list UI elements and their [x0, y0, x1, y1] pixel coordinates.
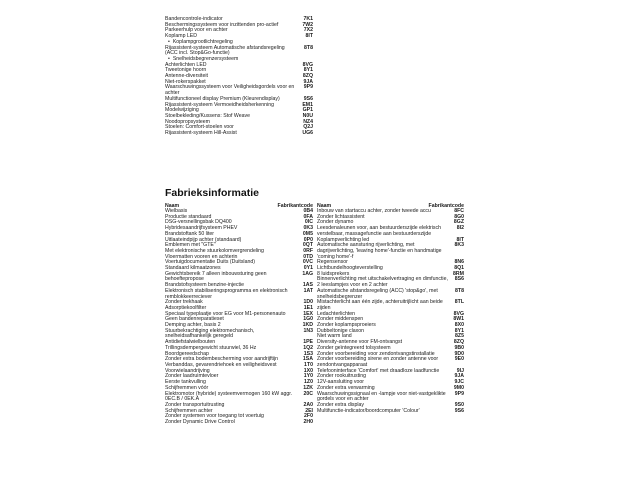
item-name: Trillingsdempergewicht stuurwiel, 36 Hz	[165, 344, 257, 351]
item-code: 1S3	[303, 350, 313, 357]
item-code: 1T0	[304, 361, 313, 368]
item-name: Brandstoftank 50 liter	[165, 230, 215, 237]
header-code: Fabrikantcode	[277, 203, 313, 209]
item-code: 1Z0	[304, 379, 313, 386]
item-name: Rijassistent-systeem Hill-Assist	[165, 130, 237, 137]
section-title: Fabrieksinformatie	[165, 187, 259, 199]
item-code: 8Y1	[454, 327, 464, 334]
item-code: 9E0	[454, 356, 464, 363]
item-name: Geen bandenreparatieset	[165, 316, 224, 323]
item-code: 9IJ	[456, 367, 464, 374]
item-code: 8Q1	[454, 265, 464, 272]
item-code: 0QT	[302, 242, 313, 249]
left-column	[165, 203, 313, 426]
item-code: 8IT	[456, 236, 464, 243]
item-name: Zonder transportuitrusting	[165, 401, 225, 408]
item-code: 1AG	[302, 270, 313, 277]
list-item	[317, 300, 464, 311]
header-name: Naam	[165, 203, 180, 209]
item-name: Automatische afstandsregeling (ACC) 'stop&go', met snelheidsbegrenzer	[317, 287, 438, 300]
item-code: 1AT	[303, 287, 313, 294]
item-name: Wielbasis	[165, 208, 188, 214]
item-name: Met elektronische stuurkolomvergrendeling	[165, 247, 264, 254]
item-name: Achterlichten LED	[165, 61, 207, 68]
list-item	[317, 409, 464, 415]
item-code: 8S6	[454, 276, 464, 283]
item-name: Boordgereedschap	[165, 350, 209, 357]
item-name: Elektronisch stabiliseringsprogramma en elektronisch remblokkeerreciever	[165, 287, 288, 300]
item-name: Ledachterlichten	[317, 310, 356, 317]
item-name: Schijfremmen achter	[165, 407, 213, 414]
item-name: Productie standaard	[165, 213, 212, 220]
item-name: Koplampverlichting led	[317, 236, 370, 243]
item-code: 20C	[303, 390, 313, 397]
item-name: • Snelheidsbegrenzersysteem	[165, 57, 313, 63]
item-name: Inbouw van startaccu achter, zonder tweede accu	[317, 208, 431, 214]
item-code: 1KD	[302, 322, 313, 329]
item-name: Zonder systemen voor toegang tot voertuig	[165, 413, 264, 420]
item-name: Mistachterlicht aan één zijde, achteruitrijlicht aan beide zijden	[317, 299, 443, 311]
item-code: Q2J	[303, 124, 313, 131]
item-name: Zonder voorbereiding voor zendontvangstinstallatie	[317, 350, 435, 357]
item-code: 0IC	[304, 219, 313, 226]
item-name: Demping achter, basis 2	[165, 322, 221, 329]
item-code: UG6	[302, 130, 313, 137]
item-code: 0B4	[303, 208, 313, 214]
header-name: Naam	[317, 203, 332, 209]
item-name: Elektromotor (hybride) systeemvermogen 160 kW aggr. 0EC.B / 0EK.A	[165, 390, 293, 403]
item-code: 8GZ	[453, 219, 464, 226]
item-code: 1G0	[303, 316, 313, 323]
item-code: 9P9	[454, 390, 464, 397]
item-name: Vloermatten vooren en achterin	[165, 253, 238, 260]
item-name: Gewichtsbereik 7 alleen inbouwsturing geen behoeftepropose	[165, 270, 267, 283]
item-code: 0VC	[302, 259, 313, 266]
item-name: Uitlaateindpijp achter (standaard)	[165, 236, 242, 243]
item-code: 8T8	[455, 287, 464, 294]
item-code: 8TL	[454, 299, 464, 306]
item-name: Adsorptiekoolfilter	[165, 304, 207, 311]
item-code: 7K1	[303, 16, 313, 22]
item-code: 8I2	[456, 225, 464, 232]
item-name: Zonder koplampsproeiers	[317, 322, 376, 329]
item-code: 1EX	[303, 310, 313, 317]
item-name: Dubbeltonige claxon	[317, 327, 365, 334]
item-name: Zonder geïntegreerd tolsysteem	[317, 344, 391, 351]
list-item	[165, 420, 313, 426]
item-name: Rijassistent-systeem Automatische afstandsregeling (ACC incl. Stop&Go-functie)	[165, 44, 285, 57]
item-code: 0P0	[303, 236, 313, 243]
item-code: 1E1	[303, 304, 313, 311]
item-name: Waarschuwingssignaal en -lampje voor niet-vastgeklikte gordels voor en achter	[317, 390, 446, 403]
item-code: 1ZK	[303, 384, 313, 391]
header-code: Fabrikantcode	[428, 203, 464, 209]
item-name: Modelwijziging	[165, 107, 199, 114]
item-code: 8VG	[453, 310, 464, 317]
item-name: Zonder extra display	[317, 401, 364, 408]
item-code: 0RF	[303, 247, 313, 254]
item-code: 1AS	[302, 282, 313, 289]
item-name: Zonder rookuitrusting	[317, 373, 367, 380]
item-name: Beschermingssysteem voor inzittenden pro-actief	[165, 21, 279, 28]
item-name: Koplamp LED	[165, 33, 198, 40]
item-name: Zonder Dynamic Drive Control	[165, 419, 235, 426]
item-name: Niet warm land	[317, 333, 352, 340]
item-code: 8W1	[453, 316, 464, 323]
item-code: 9S6	[303, 95, 313, 102]
item-name: Zonder voorbereiding sirene en zonder antenne voor zendontvangapparaat	[317, 356, 439, 368]
item-name: Noodopropsysteem	[165, 118, 210, 125]
item-name: Zonder laadruimtevloer	[165, 373, 219, 380]
item-name: Tweetonige hoorn	[165, 67, 207, 74]
item-name: Standaard kilmaatzones	[165, 265, 221, 272]
item-code: 9JC	[454, 379, 464, 386]
item-code: 8T8	[304, 44, 313, 51]
item-code: 9S6	[454, 407, 464, 414]
item-name: Multifunctioneel display Premium (Kleurendisplay)	[165, 95, 280, 102]
item-name: Stuurbekrachtiging elektromechanisch, snelheidsafhankelijk geregeld	[165, 327, 255, 340]
item-code: 8N6	[454, 259, 464, 266]
item-code: 1SA	[302, 356, 313, 363]
item-name: Automatische aansturing rijverlichting, met dagrijverlichting, 'leaving home'-functie en handmatige 'coming home'-f	[317, 242, 442, 260]
item-code: 1N3	[303, 327, 313, 334]
item-code: 8RM	[453, 270, 464, 277]
item-code: 0M5	[302, 230, 313, 237]
item-name: Zonder dynamo	[317, 219, 354, 226]
item-name: Multifunctie-indicator/boordcomputer 'Colour'	[317, 407, 420, 414]
item-name: Regensensor	[317, 259, 348, 266]
item-code: 9S0	[454, 401, 464, 408]
right-column	[317, 203, 464, 414]
item-name: Zonder extra bodembescherming voor aandrijftijn	[165, 356, 279, 363]
item-name: Binnenverlichting met uitschakelvertraging en dimfunctie, 2 leeslampjes voor en 2 achter	[317, 276, 448, 289]
item-code: 8X0	[454, 322, 464, 329]
item-code: 7W2	[302, 21, 313, 28]
item-name: 8 luidsprekers	[317, 270, 350, 277]
item-name: Brandstofsysteem benzine-injectie	[165, 282, 245, 289]
item-name: Waarschuwingssysteem voor Veiligheidsgordels voor en achter	[165, 84, 295, 97]
item-name: Zonder lichtassistent	[317, 213, 365, 220]
item-name: Parkeerhulp voor en achter	[165, 27, 228, 34]
item-name: Emblemen met "GTE"	[165, 242, 216, 249]
item-code: 9B0	[454, 344, 464, 351]
item-name: Stoelbekleding/Kussens: Stof Weave	[165, 112, 250, 119]
item-name: Lichtbundelhoogteverstelling	[317, 265, 383, 272]
item-code: 8ZQ	[453, 339, 464, 346]
item-code: 0TD	[303, 253, 313, 260]
item-code: 9JA	[454, 373, 464, 380]
list-item	[317, 243, 464, 260]
item-code: 8IT	[305, 33, 313, 40]
item-code: 8K3	[454, 242, 464, 249]
item-name: Leesdenaleunen voor, aan bestuurderszijde elektrisch verstelbaar, massagefunctie aan bestuurderszijde	[317, 225, 442, 237]
item-name: Telefooninterface 'Comfort' met draadloze laadfunctie	[317, 367, 440, 374]
item-name: Zonder middenspen	[317, 316, 364, 323]
item-code: 8Y1	[303, 67, 313, 74]
item-code: 8G0	[454, 213, 464, 220]
item-code: EM1	[302, 101, 313, 108]
item-code: 9JA	[303, 78, 313, 85]
item-code: 1X0	[303, 367, 313, 374]
item-code: GP1	[302, 107, 313, 114]
item-name: Voertuigdocumentatie Duits (Duitsland)	[165, 259, 255, 266]
item-name: Rijassistent-systeem Vermoeidheidsherkenning	[165, 101, 274, 108]
item-name: Eerste tankvulling	[165, 379, 206, 386]
item-code: 8FC	[454, 208, 464, 214]
item-name: Antenne-diversiteit	[165, 73, 208, 80]
item-name: Hybridesaandrijfsysteem PHEV	[165, 225, 238, 232]
item-code: 8Z5	[455, 333, 464, 340]
item-code: 9D0	[454, 350, 464, 357]
list-item	[317, 357, 464, 368]
item-code: 9P9	[303, 84, 313, 91]
item-code: 1Y0	[303, 373, 313, 380]
item-code: N0U	[302, 112, 313, 119]
item-code: 2H0	[303, 419, 313, 426]
item-name: Zonder extra verwarming	[317, 384, 375, 391]
item-name: DSG-versnellingsbak DQ400	[165, 219, 232, 226]
item-name: Schijfremmen vóór	[165, 384, 209, 391]
item-code: 1D0	[303, 299, 313, 306]
item-code: NZ4	[303, 118, 313, 125]
item-code: 2A0	[303, 401, 313, 408]
item-code: 2F0	[304, 413, 313, 420]
item-code: 0K3	[303, 225, 313, 232]
item-code: 7X2	[303, 27, 313, 34]
item-name: Zonder trekhaak	[165, 299, 203, 306]
item-name: Stoelen: Comfort-stoelen voor	[165, 124, 234, 131]
item-code: 9M0	[453, 384, 464, 391]
item-name: Verbanddas, gevarendriehoek en veiligheidsvest	[165, 361, 277, 368]
item-name: 12V-aansluiting voor	[317, 379, 365, 386]
item-code: 1Q2	[303, 344, 313, 351]
item-name: Diversity-antenne voor FM-ontvangst	[317, 339, 403, 346]
item-code: 0Y1	[303, 265, 313, 272]
item-name: Speciaal typeplaatje voor EG voor M1-personenauto	[165, 310, 286, 317]
top-equipment-list	[165, 17, 313, 137]
item-name: Bandencontrole-indicator	[165, 16, 223, 22]
item-code: 8VG	[302, 61, 313, 68]
item-name: Antidiefstalwielbouten	[165, 339, 216, 346]
item-code: 0FA	[303, 213, 313, 220]
list-item	[165, 131, 313, 137]
list-item	[317, 226, 464, 237]
item-code: 8ZQ	[302, 73, 313, 80]
item-name: Voorwielaandrijving	[165, 367, 210, 374]
item-name: Niet-rokerspakket	[165, 78, 206, 85]
item-code: 1PE	[303, 339, 313, 346]
item-code: 2EI	[305, 407, 313, 414]
item-name: • Koplampgrootlichtregeling	[165, 40, 313, 46]
